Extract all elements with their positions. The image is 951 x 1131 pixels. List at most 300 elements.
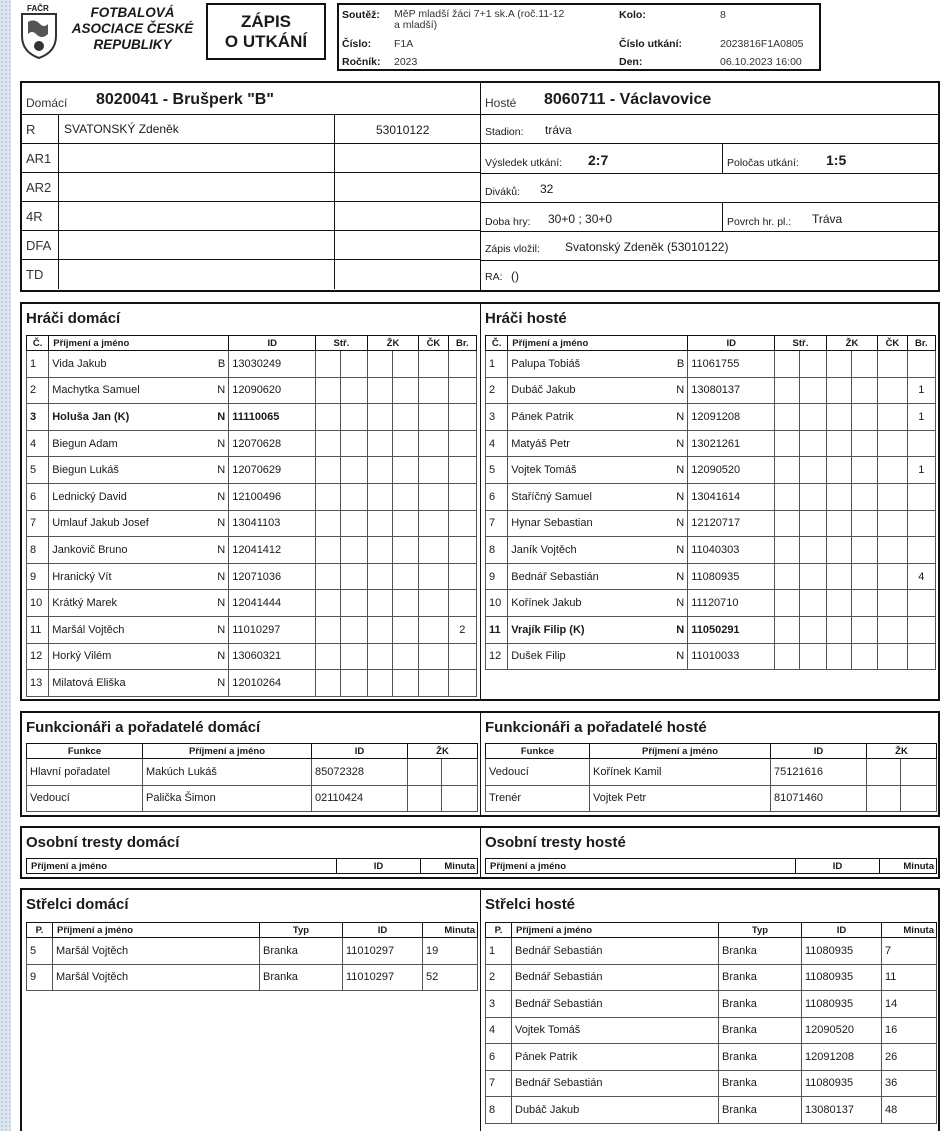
cislo-label: Číslo: <box>342 38 372 50</box>
col-id: ID <box>802 923 882 938</box>
player-goals: 4 <box>907 563 935 590</box>
player-id: 12070629 <box>229 457 316 484</box>
empty-cell <box>800 457 826 484</box>
empty-cell <box>392 590 418 617</box>
player-number: 13 <box>27 670 49 697</box>
player-name: Hynar Sebastian <box>511 517 593 530</box>
player-type: N <box>217 570 226 583</box>
referee-id: 53010122 <box>376 123 430 137</box>
player-name: Holuša Jan (K) <box>52 410 130 423</box>
empty-cell <box>878 563 907 590</box>
empty-cell <box>851 351 877 378</box>
empty-cell <box>419 643 448 670</box>
divider <box>334 231 335 260</box>
player-name: Bednář Sebastián <box>511 570 599 583</box>
player-number: 1 <box>486 351 508 378</box>
empty-cell <box>800 510 826 537</box>
empty-cell <box>367 483 392 510</box>
empty-cell <box>878 643 907 670</box>
player-number: 12 <box>486 643 508 670</box>
cislo-value: F1A <box>394 38 414 50</box>
kolo-label: Kolo: <box>619 9 646 21</box>
kolo-value: 8 <box>720 9 726 21</box>
game-time-label: Doba hry: <box>485 216 531 228</box>
player-name: Dušek Filip <box>511 650 566 663</box>
official-row <box>27 759 478 786</box>
scorer-period: 6 <box>486 1044 512 1071</box>
empty-cell <box>851 483 877 510</box>
player-name: Jankovič Bruno <box>52 543 128 556</box>
player-row <box>27 537 477 564</box>
empty-cell <box>775 351 800 378</box>
referee-row <box>22 202 480 231</box>
divider <box>334 202 335 231</box>
player-name-cell <box>508 457 688 484</box>
home-penalties-column <box>22 828 480 877</box>
divider <box>58 231 59 260</box>
home-officials-table <box>26 743 478 812</box>
soutez-line1: MěP mladší žáci 7+1 sk.A (roč.11-12 <box>394 8 565 20</box>
player-name: Biegun Adam <box>52 437 118 450</box>
empty-cell <box>826 351 851 378</box>
official-function: Hlavní pořadatel <box>27 759 143 786</box>
away-scorers-column <box>480 890 938 1131</box>
scorer-period: 4 <box>486 1017 512 1044</box>
scorer-name: Maršál Vojtěch <box>53 938 260 965</box>
player-number: 8 <box>486 537 508 564</box>
away-scorers-title: Střelci hosté <box>485 896 576 913</box>
den-label: Den: <box>619 56 643 68</box>
empty-cell <box>878 377 907 404</box>
empty-cell <box>800 537 826 564</box>
empty-cell <box>826 563 851 590</box>
player-row <box>486 590 936 617</box>
player-goals <box>448 430 476 457</box>
empty-cell <box>392 483 418 510</box>
ra-label: RA: <box>485 271 503 283</box>
empty-cell <box>341 670 367 697</box>
player-name-cell <box>49 537 229 564</box>
player-type: N <box>676 410 685 423</box>
player-name-cell <box>49 457 229 484</box>
player-id: 11010297 <box>229 616 316 643</box>
divider <box>722 144 723 173</box>
empty-cell <box>341 483 367 510</box>
player-goals <box>448 590 476 617</box>
referee-row <box>22 144 480 173</box>
scorer-minute: 7 <box>882 938 937 965</box>
empty-cell <box>392 430 418 457</box>
player-type: N <box>217 650 226 663</box>
away-officials-title: Funkcionáři a pořadatelé hosté <box>485 719 707 736</box>
home-officials-column <box>22 713 480 815</box>
player-name-cell <box>49 563 229 590</box>
player-number: 8 <box>27 537 49 564</box>
col-funkce: Funkce <box>486 744 590 759</box>
player-id: 12041412 <box>229 537 316 564</box>
away-players-column <box>480 304 938 699</box>
official-row <box>27 785 478 812</box>
empty-cell <box>851 537 877 564</box>
away-team-name: 8060711 - Václavovice <box>544 91 712 108</box>
result-row <box>481 144 938 174</box>
player-number: 4 <box>27 430 49 457</box>
scorer-type: Branka <box>719 964 802 991</box>
empty-cell <box>826 404 851 431</box>
empty-cell <box>800 404 826 431</box>
den-value: 06.10.2023 16:00 <box>720 56 802 68</box>
col-minuta: Minuta <box>882 923 937 938</box>
player-goals <box>448 670 476 697</box>
empty-cell <box>775 430 800 457</box>
divider <box>58 144 59 173</box>
game-time-value: 30+0 ; 30+0 <box>548 212 613 226</box>
player-name-cell <box>49 430 229 457</box>
empty-cell <box>316 351 341 378</box>
empty-cell <box>392 404 418 431</box>
player-number: 2 <box>486 377 508 404</box>
player-number: 11 <box>486 616 508 643</box>
player-id: 12091208 <box>688 404 775 431</box>
player-number: 11 <box>27 616 49 643</box>
player-name: Umlauf Jakub Josef <box>52 517 149 530</box>
player-id: 11080935 <box>688 563 775 590</box>
empty-cell <box>878 457 907 484</box>
col-goals: Br. <box>907 336 935 351</box>
official-row <box>486 759 937 786</box>
official-id: 81071460 <box>771 785 867 812</box>
referee-role: AR2 <box>26 180 52 195</box>
spectators-value: 32 <box>540 182 554 196</box>
empty-cell <box>775 457 800 484</box>
document-title-line2: O UTKÁNÍ <box>224 31 308 51</box>
player-row <box>486 483 936 510</box>
player-goals <box>907 483 935 510</box>
home-players-title: Hráči domácí <box>26 310 121 327</box>
home-label: Domácí <box>26 96 68 110</box>
divider <box>334 115 335 144</box>
player-type: N <box>676 490 685 503</box>
document-title-line1: ZÁPIS <box>240 11 292 31</box>
empty-cell <box>341 351 367 378</box>
empty-cell <box>316 537 341 564</box>
document-title <box>206 3 326 60</box>
player-id: 11110065 <box>229 404 316 431</box>
empty-cell <box>316 510 341 537</box>
result-label: Výsledek utkání: <box>485 157 563 169</box>
player-name: Staříčný Samuel <box>511 490 592 503</box>
player-id: 12071036 <box>229 563 316 590</box>
player-type: N <box>676 543 685 556</box>
scorer-period: 8 <box>486 1097 512 1124</box>
match-details-column <box>480 83 938 290</box>
empty-cell <box>392 643 418 670</box>
empty-cell <box>419 590 448 617</box>
player-name-cell <box>508 351 688 378</box>
player-id: 13041103 <box>229 510 316 537</box>
halftime-label: Poločas utkání: <box>727 157 799 169</box>
scorer-name: Dubáč Jakub <box>512 1097 719 1124</box>
ra-value: () <box>511 269 519 283</box>
away-penalties-title: Osobní tresty hosté <box>485 834 626 851</box>
player-number: 9 <box>486 563 508 590</box>
scorer-row <box>486 964 937 991</box>
player-name-cell <box>49 590 229 617</box>
scorers-section <box>20 888 940 1131</box>
empty-cell <box>800 351 826 378</box>
empty-cell <box>800 563 826 590</box>
player-name: Krátký Marek <box>52 597 118 610</box>
player-goals <box>448 563 476 590</box>
player-name: Pánek Patrik <box>511 410 574 423</box>
player-number: 4 <box>486 430 508 457</box>
player-number: 3 <box>486 404 508 431</box>
player-goals <box>907 643 935 670</box>
player-id: 12041444 <box>229 590 316 617</box>
player-goals: 1 <box>907 457 935 484</box>
player-row <box>27 616 477 643</box>
empty-cell <box>826 430 851 457</box>
spectators-label: Diváků: <box>485 186 521 198</box>
player-name-cell <box>49 351 229 378</box>
player-name: Janík Vojtěch <box>511 543 577 556</box>
player-type: B <box>676 357 685 370</box>
empty-cell <box>408 759 442 786</box>
empty-cell <box>878 351 907 378</box>
player-row <box>27 670 477 697</box>
col-red-card: ČK <box>878 336 907 351</box>
col-name: Příjmení a jméno <box>49 336 229 351</box>
empty-cell <box>367 457 392 484</box>
official-function: Vedoucí <box>486 759 590 786</box>
player-name: Vojtek Tomáš <box>511 464 577 477</box>
player-name-cell <box>49 404 229 431</box>
empty-cell <box>316 590 341 617</box>
scorer-name: Bednář Sebastián <box>512 964 719 991</box>
col-red-card: ČK <box>419 336 448 351</box>
referee-role: TD <box>26 267 44 282</box>
player-name: Vida Jakub <box>52 357 107 370</box>
empty-cell <box>851 457 877 484</box>
player-name-cell <box>508 563 688 590</box>
scorer-minute: 36 <box>882 1070 937 1097</box>
officials-section <box>20 711 940 817</box>
scorer-type: Branka <box>719 1097 802 1124</box>
player-name-cell <box>49 643 229 670</box>
referee-role: 4R <box>26 209 43 224</box>
scorer-type: Branka <box>719 1070 802 1097</box>
referee-row <box>22 115 480 144</box>
official-name: Vojtek Petr <box>590 785 771 812</box>
empty-cell <box>775 643 800 670</box>
player-row <box>27 377 477 404</box>
player-row <box>27 404 477 431</box>
home-team-name: 8020041 - Brušperk "B" <box>96 91 274 108</box>
player-type: N <box>676 623 685 636</box>
divider <box>58 260 59 289</box>
match-info-section <box>20 81 940 292</box>
association-name <box>70 5 195 53</box>
col-period: P. <box>27 923 53 938</box>
header-row <box>27 923 478 938</box>
empty-cell <box>851 510 877 537</box>
competition-info <box>337 3 821 71</box>
player-type: N <box>217 490 226 503</box>
empty-cell <box>775 404 800 431</box>
rocnik-label: Ročník: <box>342 56 381 68</box>
col-id: ID <box>771 744 867 759</box>
player-goals <box>448 377 476 404</box>
player-row <box>486 457 936 484</box>
col-number: Č. <box>27 336 49 351</box>
scorer-minute: 11 <box>882 964 937 991</box>
divider <box>334 144 335 173</box>
referee-role: R <box>26 122 36 137</box>
scorer-period: 5 <box>27 938 53 965</box>
surface-value: Tráva <box>812 212 843 226</box>
player-id: 13041614 <box>688 483 775 510</box>
player-goals <box>448 643 476 670</box>
scorer-id: 11080935 <box>802 1070 882 1097</box>
player-goals: 1 <box>907 377 935 404</box>
player-name: Biegun Lukáš <box>52 464 119 477</box>
player-name-cell <box>508 510 688 537</box>
empty-cell <box>775 563 800 590</box>
empty-cell <box>367 351 392 378</box>
empty-cell <box>341 377 367 404</box>
player-row <box>486 563 936 590</box>
away-scorers-table <box>485 922 937 1124</box>
page-margin-strip <box>0 0 11 1131</box>
player-type: N <box>217 597 226 610</box>
scorer-period: 2 <box>486 964 512 991</box>
official-function: Trenér <box>486 785 590 812</box>
empty-cell <box>367 537 392 564</box>
empty-cell <box>826 537 851 564</box>
empty-cell <box>367 643 392 670</box>
empty-cell <box>878 510 907 537</box>
player-type: N <box>217 623 226 636</box>
player-type: N <box>676 384 685 397</box>
empty-cell <box>419 483 448 510</box>
player-number: 2 <box>27 377 49 404</box>
stadion-label: Stadion: <box>485 126 524 138</box>
player-name-cell <box>508 643 688 670</box>
player-id: 12090620 <box>229 377 316 404</box>
scorer-row <box>27 964 478 991</box>
scorer-id: 11010297 <box>343 964 423 991</box>
player-goals: 2 <box>448 616 476 643</box>
empty-cell <box>901 785 937 812</box>
empty-cell <box>341 590 367 617</box>
home-scorers-table <box>26 922 478 991</box>
official-name: Kořínek Kamil <box>590 759 771 786</box>
empty-cell <box>367 563 392 590</box>
scorer-period: 3 <box>486 991 512 1018</box>
referee-row <box>22 173 480 202</box>
col-id: ID <box>343 923 423 938</box>
scorer-name: Pánek Patrik <box>512 1044 719 1071</box>
empty-cell <box>851 404 877 431</box>
referee-role: AR1 <box>26 151 52 166</box>
player-id: 11120710 <box>688 590 775 617</box>
player-number: 1 <box>27 351 49 378</box>
player-id: 12120717 <box>688 510 775 537</box>
scorer-name: Bednář Sebastián <box>512 1070 719 1097</box>
empty-cell <box>851 590 877 617</box>
col-type: Typ <box>719 923 802 938</box>
home-players-column <box>22 304 480 699</box>
scorer-row <box>486 1044 937 1071</box>
player-row <box>27 563 477 590</box>
scorer-period: 1 <box>486 938 512 965</box>
official-function: Vedoucí <box>27 785 143 812</box>
col-id: ID <box>688 336 775 351</box>
col-name: Příjmení a jméno <box>508 336 688 351</box>
col-id: ID <box>796 859 880 874</box>
soutez-value <box>394 9 564 31</box>
away-officials-column <box>480 713 938 815</box>
empty-cell <box>851 563 877 590</box>
player-name-cell <box>508 430 688 457</box>
col-name: Příjmení a jméno <box>512 923 719 938</box>
empty-cell <box>419 457 448 484</box>
scorer-type: Branka <box>719 1044 802 1071</box>
scorer-row <box>486 938 937 965</box>
col-substitution: Stř. <box>775 336 827 351</box>
empty-cell <box>316 457 341 484</box>
association-name-line1: FOTBALOVÁ <box>90 5 175 20</box>
player-type: N <box>217 384 226 397</box>
player-number: 12 <box>27 643 49 670</box>
divider <box>334 173 335 202</box>
empty-cell <box>878 483 907 510</box>
empty-cell <box>800 643 826 670</box>
player-row <box>486 404 936 431</box>
game-time-row <box>481 203 938 232</box>
player-goals <box>907 616 935 643</box>
player-number: 6 <box>486 483 508 510</box>
empty-cell <box>341 616 367 643</box>
scorer-type: Branka <box>719 1017 802 1044</box>
player-goals <box>448 404 476 431</box>
empty-cell <box>419 670 448 697</box>
player-goals <box>448 457 476 484</box>
penalties-section <box>20 826 940 879</box>
player-name-cell <box>49 616 229 643</box>
empty-cell <box>367 670 392 697</box>
empty-cell <box>826 590 851 617</box>
empty-cell <box>775 483 800 510</box>
divider <box>722 203 723 232</box>
away-players-title: Hráči hosté <box>485 310 567 327</box>
player-id: 11010033 <box>688 643 775 670</box>
scorer-minute: 19 <box>423 938 478 965</box>
away-penalties-table <box>485 858 937 874</box>
player-row <box>27 457 477 484</box>
rocnik-value: 2023 <box>394 56 418 68</box>
player-name-cell <box>49 483 229 510</box>
scorer-row <box>486 1097 937 1124</box>
player-name: Dubáč Jakub <box>511 384 576 397</box>
player-row <box>486 537 936 564</box>
divider <box>334 260 335 289</box>
col-yellow-card: ŽK <box>826 336 878 351</box>
away-penalties-column <box>480 828 938 877</box>
official-name: Makúch Lukáš <box>143 759 312 786</box>
scorer-id: 12090520 <box>802 1017 882 1044</box>
empty-cell <box>367 404 392 431</box>
